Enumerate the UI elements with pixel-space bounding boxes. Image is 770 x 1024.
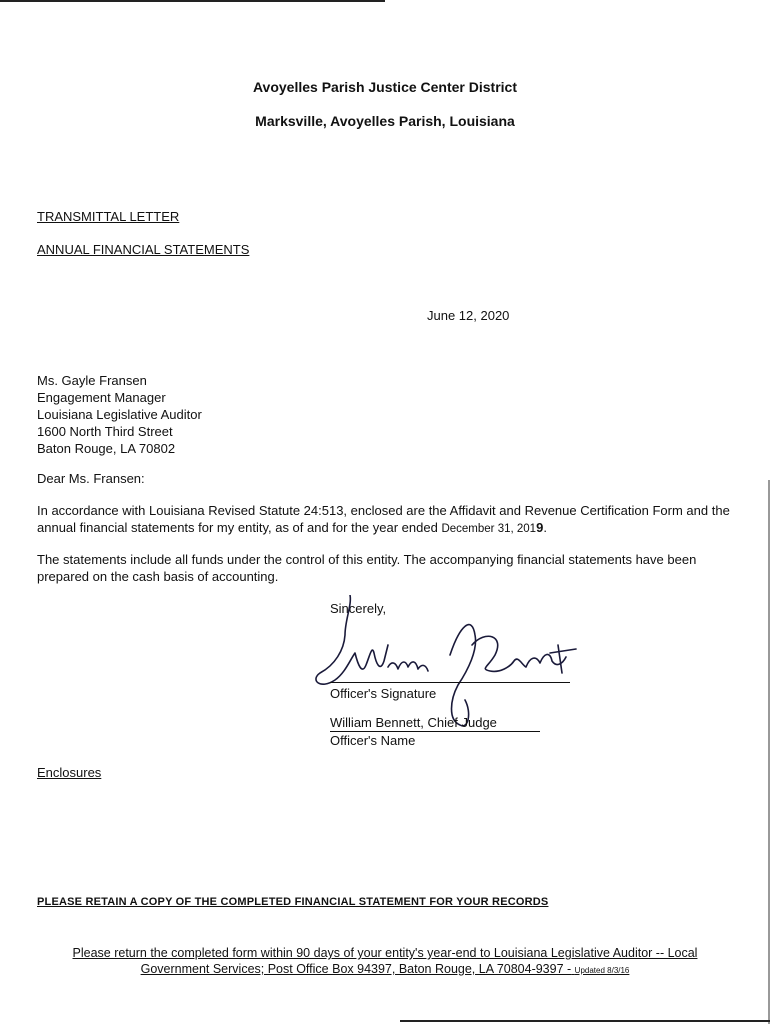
scan-edge-bottom xyxy=(400,1020,770,1022)
letter-date: June 12, 2020 xyxy=(427,308,510,323)
salutation: Dear Ms. Fransen: xyxy=(37,471,145,486)
entity-location: Marksville, Avoyelles Parish, Louisiana xyxy=(255,113,515,129)
updated-date: Updated 8/3/16 xyxy=(574,966,630,975)
signature-caption: Officer's Signature xyxy=(330,686,437,701)
officer-name: William Bennett, Chief Judge xyxy=(330,715,497,730)
footer-line-1: Please return the completed form within 90 days of your entity's year-end to Louisiana Legislative Auditor -- Local xyxy=(72,946,698,960)
body-paragraph-1 xyxy=(37,503,737,537)
signature-line xyxy=(330,682,570,683)
body-paragraph-1-end: . xyxy=(543,519,547,535)
scan-edge-top xyxy=(0,0,385,2)
entity-title: Avoyelles Parish Justice Center District xyxy=(252,79,518,95)
year-end-digit: 9 xyxy=(536,519,544,535)
recipient-title: Engagement Manager xyxy=(37,390,166,405)
recipient-name: Ms. Gayle Fransen xyxy=(37,373,147,388)
enclosures-label: Enclosures xyxy=(37,765,102,780)
recipient-office: Louisiana Legislative Auditor xyxy=(37,407,202,422)
letter-subject-heading: ANNUAL FINANCIAL STATEMENTS xyxy=(37,242,250,257)
officer-name-caption: Officer's Name xyxy=(330,733,416,748)
recipient-city: Baton Rouge, LA 70802 xyxy=(37,441,176,456)
body-paragraph-2: The statements include all funds under the control of this entity. The accompanying financial statements have been prepared on the cash basis of accounting. xyxy=(37,552,697,584)
year-end-date: December 31, 201 xyxy=(441,522,537,535)
return-instructions-footer xyxy=(40,945,730,979)
recipient-address xyxy=(37,373,202,458)
retain-copy-notice: PLEASE RETAIN A COPY OF THE COMPLETED FINANCIAL STATEMENT FOR YOUR RECORDS xyxy=(37,896,549,908)
officer-name-line xyxy=(330,731,540,732)
body-paragraph-1-text: In accordance with Louisiana Revised Statute 24:513, enclosed are the Affidavit and Revenue Certification Form and the annual financial statements for my entity, as of and for the year ended xyxy=(37,503,730,535)
footer-address: Government Services; Post Office Box 94397, Baton Rouge, LA 70804-9397 - xyxy=(140,962,572,976)
letter-type-heading: TRANSMITTAL LETTER xyxy=(37,209,180,224)
closing-sincerely: Sincerely, xyxy=(330,601,387,616)
footer-line-2 xyxy=(40,961,730,979)
recipient-street: 1600 North Third Street xyxy=(37,424,173,439)
